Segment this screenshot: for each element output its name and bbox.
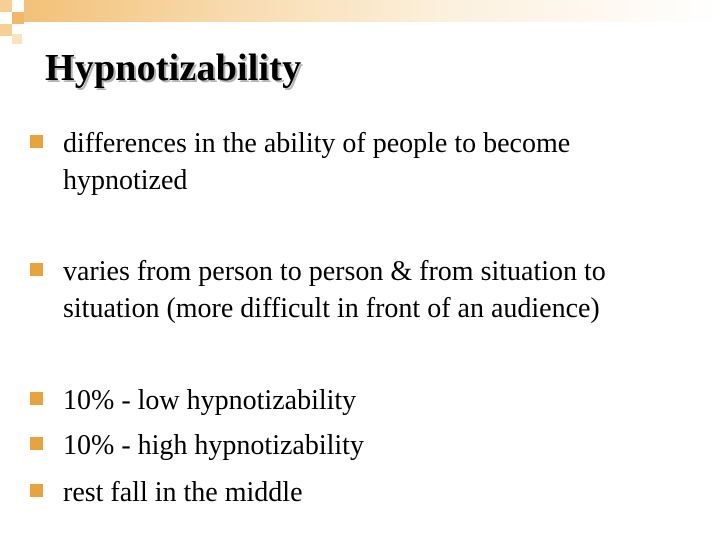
bullet-item [30,253,703,327]
bullet-item [30,382,703,419]
square-bullet-icon [30,437,43,450]
bullet-item [30,125,663,199]
square-bullet-icon [30,392,43,405]
bullet-text: 10% - low hypnotizability [63,385,357,416]
bullet-item [30,474,703,511]
square-bullet-icon [30,263,43,276]
bullet-text: 10% - high hypnotizability [63,430,364,461]
header-accent-bar [36,0,720,22]
slide-title: Hypnotizability [45,47,302,89]
bullet-item [30,427,703,464]
square-bullet-icon [30,135,43,148]
bullet-text: differences in the ability of people to become hypnotized [63,128,571,196]
bullet-text: rest fall in the middle [63,477,303,508]
square-bullet-icon [30,484,43,497]
bullet-text: varies from person to person & from situation to situation (more difficult in front of an audience) [63,256,606,324]
